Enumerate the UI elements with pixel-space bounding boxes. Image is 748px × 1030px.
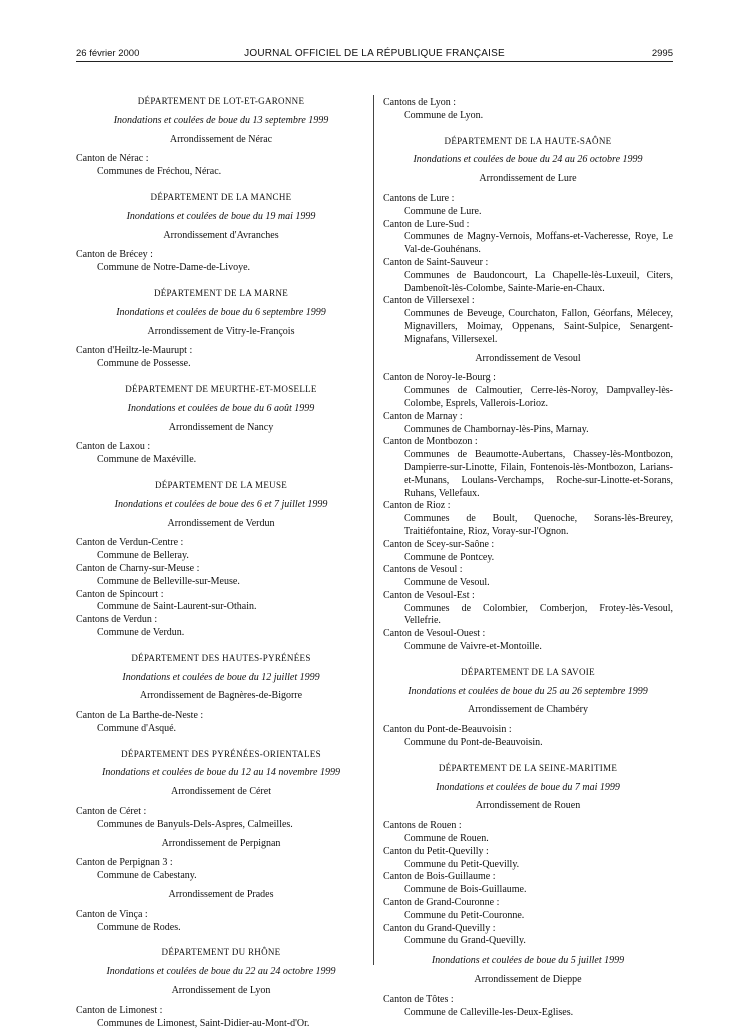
canton-line: Canton de Vesoul-Ouest : — [383, 628, 486, 640]
arrondissement-heading: Arrondissement de Perpignan — [161, 837, 281, 849]
communes-line: Commune du Grand-Quevilly. — [404, 935, 526, 947]
department-heading: DÉPARTEMENT DE LA MARNE — [153, 287, 289, 298]
communes-line: Commune de Rouen. — [404, 833, 489, 845]
canton-line: Canton de Céret : — [76, 806, 147, 818]
canton-line: Canton de Villersexel : — [383, 295, 475, 307]
event-heading: Inondations et coulées de boue du 6 août 1999 — [127, 402, 315, 414]
canton-line: Canton de Scey-sur-Saône : — [383, 538, 495, 550]
canton-line: Canton du Grand-Quevilly : — [383, 922, 496, 934]
communes-line: Communes de Boult, Quenoche, Sorans-lès-Breurey, Traitiéfontaine, Rioz, Voray-sur-l'Ognon. — [404, 513, 673, 537]
communes-line: Commune du Petit-Couronne. — [404, 909, 525, 921]
department-heading: DÉPARTEMENT DU RHÔNE — [161, 947, 281, 958]
arrondissement-heading: Arrondissement de Chambéry — [468, 704, 588, 716]
communes-line: Commune de Saint-Laurent-sur-Othain. — [97, 601, 257, 613]
canton-line: Canton de La Barthe-de-Neste : — [76, 710, 204, 722]
communes-line: Communes de Baudoncourt, La Chapelle-lès-Luxeuil, Citers, Dambenoît-lès-Colombe, Sainte-Marie-en-Chaux. — [404, 269, 673, 294]
canton-line: Canton de Tôtes : — [383, 993, 454, 1005]
header-page-number: 2995 — [651, 48, 673, 59]
department-heading: DÉPARTEMENT DE LA SAVOIE — [461, 666, 595, 677]
canton-line: Canton de Rioz : — [383, 500, 451, 512]
right-column — [383, 95, 673, 1019]
department-heading: DÉPARTEMENT DE MEURTHE-ET-MOSELLE — [125, 383, 317, 394]
canton-line: Canton de Perpignan 3 : — [76, 857, 173, 869]
communes-line: Communes de Chambornay-lès-Pins, Marnay. — [404, 423, 589, 435]
event-heading: Inondations et coulées de boue du 12 juillet 1999 — [122, 671, 320, 683]
communes-line: Commune de Cabestany. — [97, 870, 197, 882]
arrondissement-heading: Arrondissement de Vitry-le-François — [147, 325, 295, 337]
event-heading: Inondations et coulées de boue du 13 septembre 1999 — [113, 114, 329, 126]
header-date: 26 février 2000 — [76, 48, 140, 59]
department-heading: DÉPARTEMENT DE LOT-ET-GARONNE — [137, 96, 305, 106]
canton-line: Canton de Saint-Sauveur : — [383, 256, 489, 268]
arrondissement-heading: Arrondissement de Bagnères-de-Bigorre — [139, 690, 303, 702]
arrondissement-heading: Arrondissement de Dieppe — [474, 974, 582, 986]
event-heading: Inondations et coulées de boue du 25 au 26 septembre 1999 — [408, 685, 648, 697]
canton-line: Cantons de Lure : — [383, 192, 455, 204]
canton-line: Canton de Charny-sur-Meuse : — [76, 562, 200, 574]
communes-line: Commune de Vaivre-et-Montoille. — [404, 641, 542, 653]
communes-line: Commune d'Asqué. — [97, 722, 177, 734]
arrondissement-heading: Arrondissement de Vesoul — [475, 352, 581, 364]
communes-line: Commune de Notre-Dame-de-Livoye. — [97, 262, 251, 274]
event-heading: Inondations et coulées de boue du 7 mai 1999 — [436, 781, 620, 793]
communes-line: Commune du Pont-de-Beauvoisin. — [404, 737, 543, 749]
header-journal-title: JOURNAL OFFICIEL DE LA RÉPUBLIQUE FRANÇAISE — [244, 48, 505, 59]
communes-line: Communes de Limonest, Saint-Didier-au-Mont-d'Or. — [97, 1017, 310, 1029]
canton-line: Cantons de Lyon : — [383, 97, 457, 108]
canton-line: Canton de Marnay : — [383, 410, 463, 422]
communes-line: Commune de Belleray. — [97, 550, 189, 562]
arrondissement-heading: Arrondissement de Nérac — [169, 133, 273, 145]
department-heading: DÉPARTEMENT DE LA SEINE-MARITIME — [438, 762, 618, 773]
canton-line: Canton de Lure-Sud : — [383, 218, 470, 230]
event-heading: Inondations et coulées de boue du 19 mai 1999 — [126, 210, 316, 222]
column-divider — [373, 95, 374, 965]
communes-line: Communes de Beaumotte-Aubertans, Chassey-lès-Montbozon, Dampierre-sur-Linotte, Filain, Fontenois-lès-Montbozon, Larians-et-Munans, Loulans-Verchamps, Roche-sur-Linotte-et-Sorans, Ruhans, Vellefaux. — [404, 449, 673, 499]
event-heading: Inondations et coulées de boue du 22 au 24 octobre 1999 — [106, 966, 336, 978]
communes-line: Commune de Bois-Guillaume. — [404, 884, 527, 896]
canton-line: Canton de Spincourt : — [76, 588, 164, 600]
communes-line: Communes de Colombier, Comberjon, Frotey-lès-Vesoul, Vellefrie. — [404, 602, 673, 627]
communes-line: Commune de Verdun. — [97, 626, 185, 638]
arrondissement-heading: Arrondissement de Rouen — [475, 800, 581, 812]
canton-line: Canton de Verdun-Centre : — [76, 537, 184, 549]
page-header — [76, 47, 673, 62]
canton-line: Canton d'Heiltz-le-Maurupt : — [76, 345, 193, 357]
canton-line: Canton de Nérac : — [76, 153, 149, 165]
communes-line: Commune de Pontcey. — [404, 551, 495, 563]
communes-line: Commune de Vesoul. — [404, 577, 490, 589]
department-heading: DÉPARTEMENT DES HAUTES-PYRÉNÉES — [131, 652, 311, 663]
department-heading: DÉPARTEMENT DE LA HAUTE-SAÔNE — [444, 135, 612, 146]
left-column — [76, 95, 366, 1030]
canton-line: Canton de Vesoul-Est : — [383, 589, 475, 601]
communes-line: Commune de Lyon. — [404, 109, 484, 121]
communes-line: Commune de Belleville-sur-Meuse. — [97, 575, 240, 587]
arrondissement-heading: Arrondissement de Prades — [168, 889, 274, 901]
canton-line: Cantons de Rouen : — [383, 820, 462, 832]
arrondissement-heading: Arrondissement de Lyon — [171, 985, 271, 997]
communes-line: Commune de Rodes. — [97, 921, 181, 933]
department-heading: DÉPARTEMENT DE LA MEUSE — [154, 479, 288, 490]
canton-line: Canton de Grand-Couronne : — [383, 897, 500, 909]
canton-line: Canton de Bois-Guillaume : — [383, 871, 496, 883]
event-heading: Inondations et coulées de boue du 12 au 14 novembre 1999 — [102, 767, 340, 779]
communes-line: Communes de Fréchou, Nérac. — [97, 166, 222, 178]
communes-line: Communes de Beveuge, Courchaton, Fallon, Géorfans, Mélecey, Mignavillers, Moimay, Oppenans, Saint-Sulpice, Senargent-Mignafans, Villersexel. — [404, 308, 673, 345]
arrondissement-heading: Arrondissement de Verdun — [167, 517, 275, 529]
event-heading: Inondations et coulées de boue du 5 juillet 1999 — [431, 955, 625, 967]
communes-line: Commune de Calleville-les-Deux-Eglises. — [404, 1006, 574, 1018]
communes-line: Communes de Banyuls-Dels-Aspres, Calmeilles. — [97, 818, 293, 830]
canton-line: Canton de Brécey : — [76, 249, 153, 261]
communes-line: Commune de Lure. — [404, 205, 482, 217]
communes-line: Commune de Possesse. — [97, 358, 191, 370]
arrondissement-heading: Arrondissement de Lure — [479, 173, 577, 185]
canton-line: Canton de Montbozon : — [383, 436, 478, 448]
canton-line: Canton de Limonest : — [76, 1004, 163, 1016]
event-heading: Inondations et coulées de boue du 24 au 26 octobre 1999 — [413, 154, 643, 166]
communes-line: Communes de Calmoutier, Cerre-lès-Noroy, Dampvalley-lès-Colombe, Esprels, Vallerois-Lorioz. — [404, 385, 673, 409]
department-heading: DÉPARTEMENT DE LA MANCHE — [150, 191, 292, 202]
event-heading: Inondations et coulées de boue des 6 et 7 juillet 1999 — [114, 498, 328, 510]
communes-line: Commune de Maxéville. — [97, 454, 197, 466]
communes-line: Commune du Petit-Quevilly. — [404, 858, 520, 870]
arrondissement-heading: Arrondissement de Nancy — [168, 421, 274, 433]
event-heading: Inondations et coulées de boue du 6 septembre 1999 — [116, 306, 326, 318]
canton-line: Cantons de Verdun : — [76, 614, 158, 626]
canton-line: Canton de Vinça : — [76, 908, 148, 920]
arrondissement-heading: Arrondissement de Céret — [171, 786, 271, 798]
canton-line: Cantons de Vesoul : — [383, 564, 463, 576]
canton-line: Canton du Petit-Quevilly : — [383, 845, 489, 857]
department-heading: DÉPARTEMENT DES PYRÉNÉES-ORIENTALES — [121, 748, 321, 759]
canton-line: Canton du Pont-de-Beauvoisin : — [383, 724, 512, 736]
arrondissement-heading: Arrondissement d'Avranches — [163, 229, 279, 241]
canton-line: Canton de Noroy-le-Bourg : — [383, 372, 496, 384]
communes-line: Communes de Magny-Vernois, Moffans-et-Vacheresse, Roye, Le Val-de-Gouhénans. — [404, 231, 673, 256]
canton-line: Canton de Laxou : — [76, 441, 151, 453]
